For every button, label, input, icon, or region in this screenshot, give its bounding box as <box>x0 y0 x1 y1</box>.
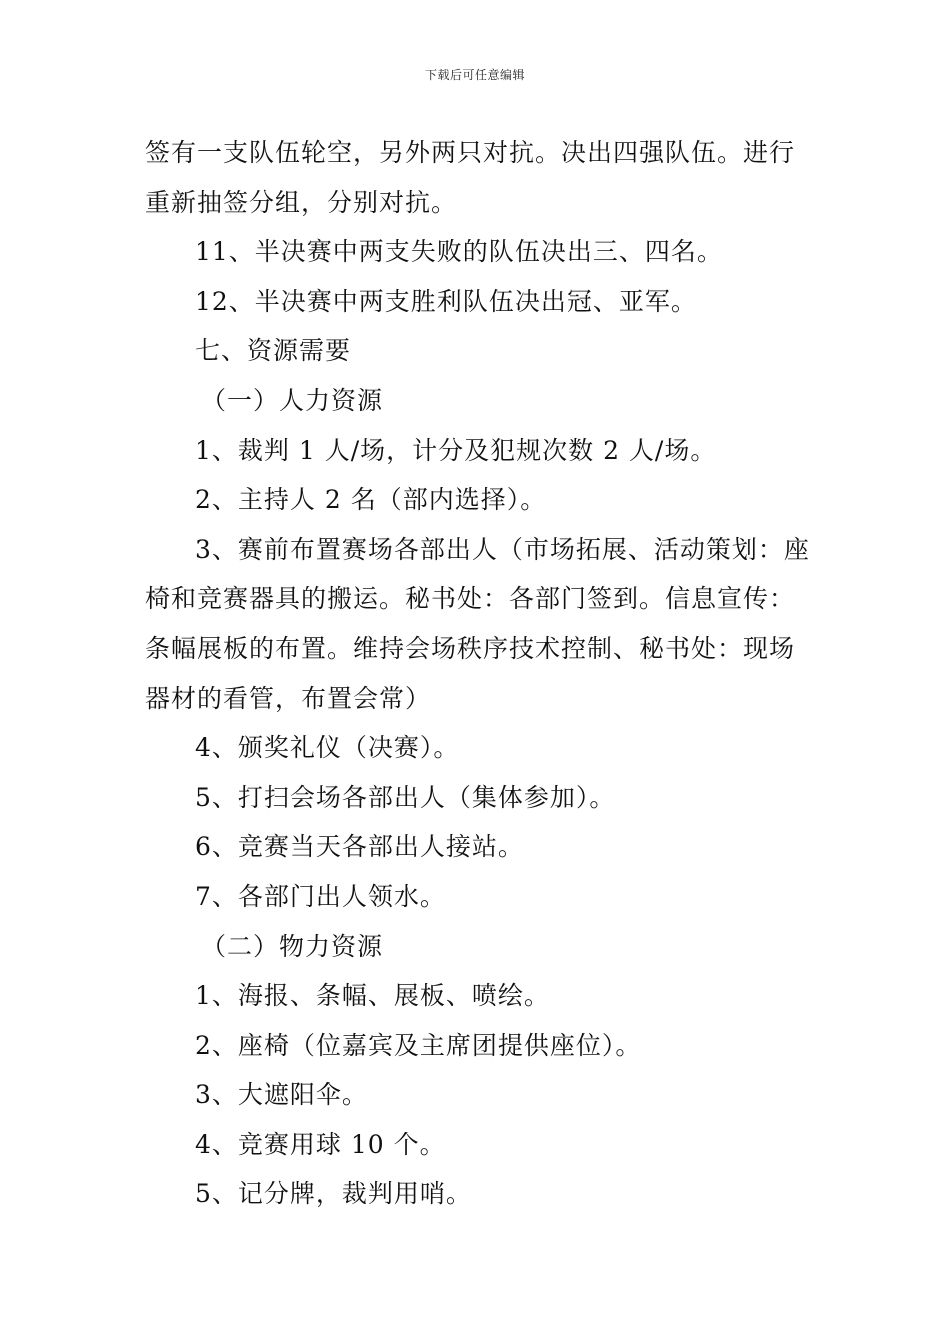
list-item: 5、打扫会场各部出人（集体参加）。 <box>195 782 616 812</box>
list-item: 4、颁奖礼仪（决赛）。 <box>195 733 460 763</box>
subsection-heading: （二）物力资源 <box>201 931 384 961</box>
paragraph-line: 条幅展板的布置。维持会场秩序技术控制、秘书处：现场 <box>145 633 796 663</box>
list-item: 3、赛前布置赛场各部出人（市场拓展、活动策划：座 <box>195 534 810 564</box>
paragraph-line: 器材的看管，布置会常） <box>145 683 432 713</box>
document-body <box>145 128 810 1219</box>
list-item: 3、大遮阳伞。 <box>195 1080 368 1110</box>
list-item: 1、海报、条幅、展板、喷绘。 <box>195 981 550 1011</box>
list-item: 12、半决赛中两支胜利队伍决出冠、亚军。 <box>195 286 697 316</box>
list-item: 7、各部门出人领水。 <box>195 881 446 911</box>
subsection-heading: （一）人力资源 <box>201 385 384 415</box>
paragraph-line: 椅和竞赛器具的搬运。秘书处：各部门签到。信息宣传： <box>145 584 796 614</box>
list-item: 6、竞赛当天各部出人接站。 <box>195 832 524 862</box>
header-note: 下载后可任意编辑 <box>424 68 525 82</box>
list-item: 5、记分牌，裁判用哨。 <box>195 1179 472 1209</box>
list-item: 2、主持人 2 名（部内选择）。 <box>195 485 547 515</box>
list-item: 4、竞赛用球 10 个。 <box>195 1129 446 1159</box>
list-item: 11、半决赛中两支失败的队伍决出三、四名。 <box>195 237 723 267</box>
paragraph-line: 重新抽签分组，分别对抗。 <box>145 187 458 217</box>
paragraph-line: 签有一支队伍轮空，另外两只对抗。决出四强队伍。进行 <box>145 138 796 167</box>
list-item: 2、座椅（位嘉宾及主席团提供座位）。 <box>195 1030 642 1060</box>
list-item: 1、裁判 1 人/场，计分及犯规次数 2 人/场。 <box>195 435 717 465</box>
section-heading: 七、资源需要 <box>195 336 352 366</box>
